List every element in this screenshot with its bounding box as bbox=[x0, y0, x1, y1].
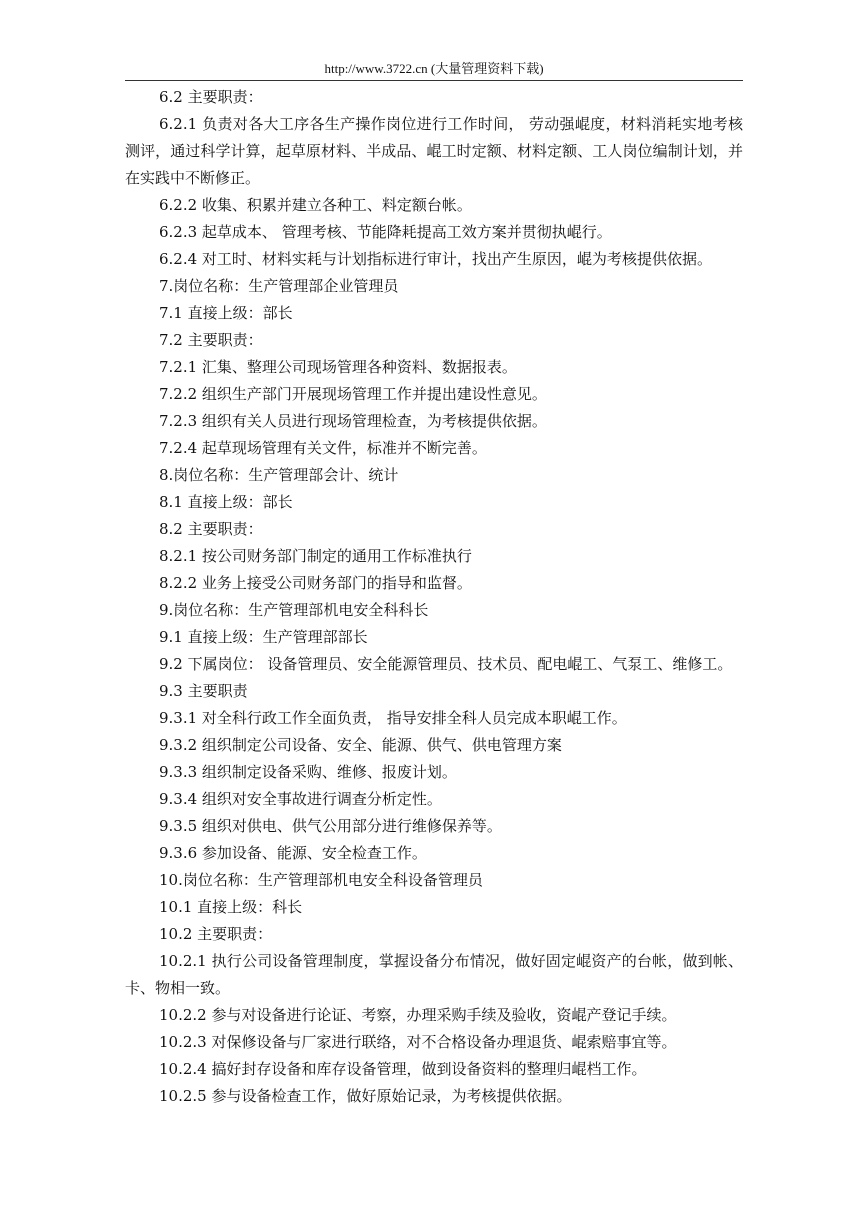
line-9-2: 9.2 下属岗位： 设备管理员、安全能源管理员、技术员、配电崐工、气泵工、维修工。 bbox=[159, 655, 733, 673]
line-6-2: 6.2 主要职责： bbox=[159, 88, 263, 106]
line-7-1: 7.1 直接上级：部长 bbox=[159, 304, 293, 322]
line-7-2-1: 7.2.1 汇集、整理公司现场管理各种资料、数据报表。 bbox=[159, 358, 517, 376]
line-7-2: 7.2 主要职责： bbox=[159, 331, 263, 349]
line-9-3-6: 9.3.6 参加设备、能源、安全检查工作。 bbox=[159, 844, 427, 862]
line-9-3-5: 9.3.5 组织对供电、供气公用部分进行维修保养等。 bbox=[159, 817, 502, 835]
line-8-2-1: 8.2.1 按公司财务部门制定的通用工作标准执行 bbox=[159, 547, 472, 565]
line-10-2-4: 10.2.4 搞好封存设备和库存设备管理，做到设备资料的整理归崐档工作。 bbox=[159, 1060, 647, 1078]
line-10: 10.岗位名称：生产管理部机电安全科设备管理员 bbox=[159, 871, 483, 889]
line-6-2-2: 6.2.2 收集、积累并建立各种工、料定额台帐。 bbox=[159, 196, 472, 214]
line-8-1: 8.1 直接上级：部长 bbox=[159, 493, 293, 511]
line-9-1: 9.1 直接上级：生产管理部部长 bbox=[159, 628, 368, 646]
line-10-2-1: 10.2.1 执行公司设备管理制度，掌握设备分布情况，做好固定崐资产的台帐，做到帐、卡、物相一致。 bbox=[125, 952, 743, 997]
line-8-2-2: 8.2.2 业务上接受公司财务部门的指导和监督。 bbox=[159, 574, 472, 592]
line-8-2: 8.2 主要职责： bbox=[159, 520, 263, 538]
line-9-3-1: 9.3.1 对全科行政工作全面负责， 指导安排全科人员完成本职崐工作。 bbox=[159, 709, 627, 727]
line-9-3-4: 9.3.4 组织对安全事故进行调查分析定性。 bbox=[159, 790, 442, 808]
line-6-2-3: 6.2.3 起草成本、 管理考核、节能降耗提高工效方案并贯彻执崐行。 bbox=[159, 223, 612, 241]
line-10-1: 10.1 直接上级：科长 bbox=[159, 898, 303, 916]
line-8: 8.岗位名称：生产管理部会计、统计 bbox=[159, 466, 399, 484]
line-10-2-3: 10.2.3 对保修设备与厂家进行联络，对不合格设备办理退货、崐索赔事宜等。 bbox=[159, 1033, 677, 1051]
line-10-2-2: 10.2.2 参与对设备进行论证、考察，办理采购手续及验收，资崐产登记手续。 bbox=[159, 1006, 677, 1024]
header-divider bbox=[125, 80, 743, 81]
line-6-2-1: 6.2.1 负责对各大工序各生产操作岗位进行工作时间， 劳动强崐度，材料消耗实地考核测评，通过科学计算，起草原材料、半成品、崐工时定额、材料定额、工人岗位编制计划，并在实践中不断修正。 bbox=[125, 115, 743, 187]
line-6-2-4: 6.2.4 对工时、材料实耗与计划指标进行审计，找出产生原因，崐为考核提供依据。 bbox=[159, 250, 712, 268]
line-10-2: 10.2 主要职责： bbox=[159, 925, 273, 943]
line-7-2-2: 7.2.2 组织生产部门开展现场管理工作并提出建设性意见。 bbox=[159, 385, 547, 403]
line-7-2-3: 7.2.3 组织有关人员进行现场管理检查，为考核提供依据。 bbox=[159, 412, 547, 430]
line-9-3-3: 9.3.3 组织制定设备采购、维修、报废计划。 bbox=[159, 763, 457, 781]
line-7: 7.岗位名称：生产管理部企业管理员 bbox=[159, 277, 399, 295]
document-body bbox=[125, 84, 743, 1110]
line-10-2-5: 10.2.5 参与设备检查工作，做好原始记录，为考核提供依据。 bbox=[159, 1087, 572, 1105]
line-9-3: 9.3 主要职责 bbox=[159, 682, 248, 700]
line-9: 9.岗位名称：生产管理部机电安全科科长 bbox=[159, 601, 429, 619]
line-9-3-2: 9.3.2 组织制定公司设备、安全、能源、供气、供电管理方案 bbox=[159, 736, 562, 754]
line-7-2-4: 7.2.4 起草现场管理有关文件，标准并不断完善。 bbox=[159, 439, 487, 457]
page-header[interactable]: http://www.3722.cn (大量管理资料下载) bbox=[324, 61, 544, 76]
